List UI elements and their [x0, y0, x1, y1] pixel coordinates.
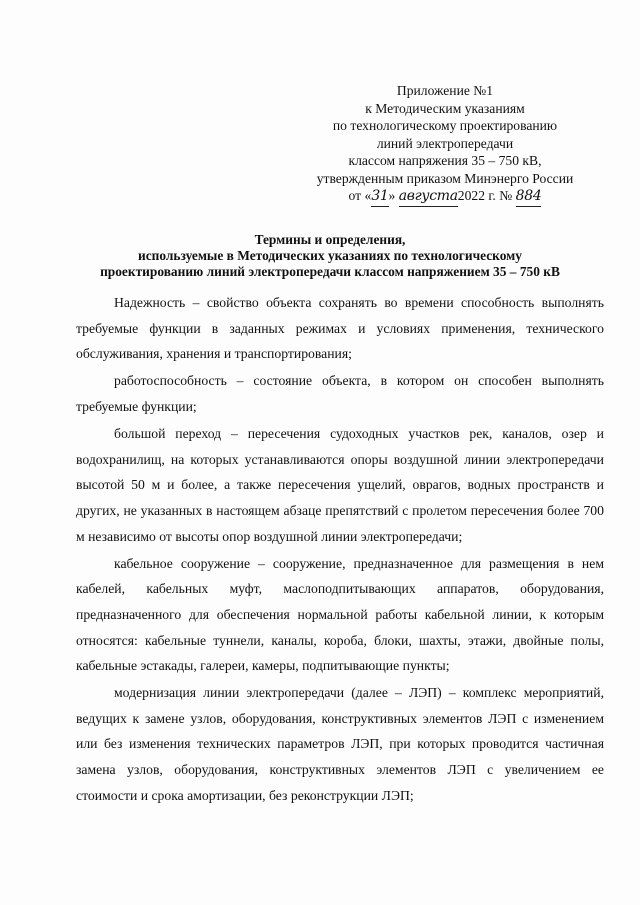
appendix-line-1: Приложение №1	[396, 83, 494, 98]
definition-paragraph: кабельное сооружение – сооружение, предназначенное для размещения в нем кабелей, кабельных муфт, маслоподпитывающих аппаратов, оборудования, предназначенного для обеспечения нормальной работы кабельной линии, к которым относятся: кабельные туннели, каналы, короба, блоки, шахты, этажи, двойные полы, кабельные эстакады, галереи, камеры, подпитывающие пункты;	[76, 555, 604, 674]
order-date-line	[300, 187, 590, 207]
handwritten-day: 31	[371, 188, 388, 207]
appendix-line-3: по технологическому проектированию	[332, 118, 558, 133]
title-line-3: проектированию линий электропередачи классом напряжением 35 – 750 кВ	[100, 264, 560, 279]
appendix-header	[300, 82, 590, 207]
appendix-line-5: классом напряжения 35 – 750 кВ,	[348, 153, 542, 168]
definition-paragraph: работоспособность – состояние объекта, в котором он способен выполнять требуемые функции;	[76, 373, 604, 414]
title-line-1: Термины и определения,	[254, 232, 406, 247]
date-separator: »	[388, 188, 396, 203]
year-text: 2022 г. №	[457, 188, 513, 203]
title-line-2: используемые в Методических указаниях по технологическому	[138, 248, 522, 263]
appendix-line-4: линий электропередачи	[376, 135, 514, 151]
document-title	[60, 232, 600, 280]
appendix-line-6: утвержденным приказом Минэнерго России	[316, 170, 574, 186]
handwritten-month: августа	[399, 188, 458, 207]
date-prefix: от «	[348, 188, 372, 203]
definition-paragraph: Надежность – свойство объекта сохранять во времени способность выполнять требуемые функции в заданных режимах и условиях применения, технического обслуживания, хранения и транспортирования;	[76, 295, 604, 362]
definition-paragraph: модернизация линии электропередачи (далее – ЛЭП) – комплекс мероприятий, ведущих к замене узлов, оборудования, конструктивных элементов ЛЭП с изменением или без изменения технических параметров ЛЭП, при которых проводится частичная замена узлов, оборудования, конструктивных элементов ЛЭП с увеличением ее стоимости и срока амортизации, без реконструкции ЛЭП;	[76, 685, 604, 803]
definition-paragraph: большой переход – пересечения судоходных участков рек, каналов, озер и водохранилищ, на которых устанавливаются опоры воздушной линии электропередачи высотой 50 м и более, а также пересечения ущелий, оврагов, водных пространств и других, не указанных в настоящем абзаце препятствий с пролетом пересечения более 700 м независимо от высоты опор воздушной линии электропередачи;	[76, 426, 604, 544]
appendix-line-2: к Методическим указаниям	[365, 100, 525, 116]
document-body	[76, 290, 604, 810]
handwritten-order-number: 884	[516, 188, 542, 207]
